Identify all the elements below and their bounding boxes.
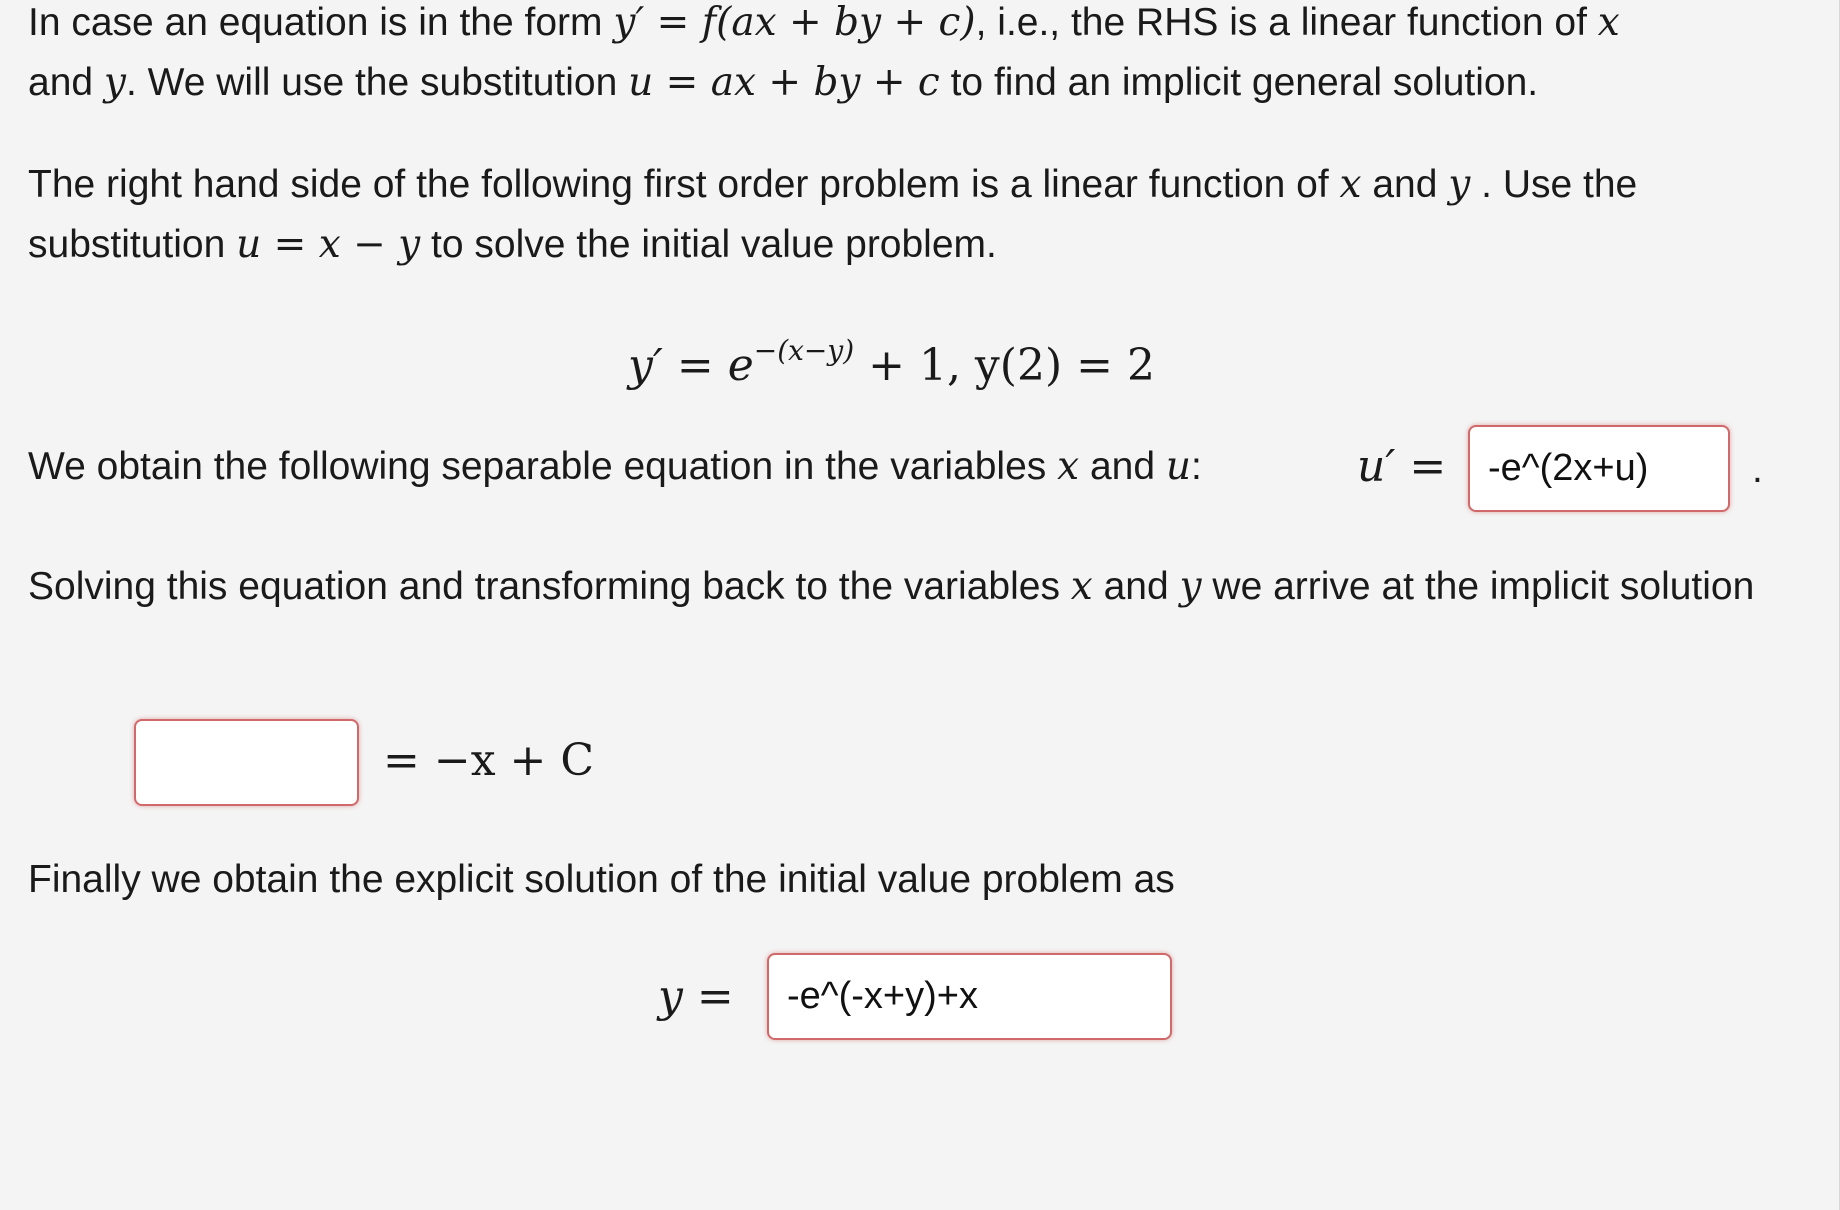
separable-var-x: x xyxy=(1057,444,1080,489)
implicit-text: and xyxy=(1092,565,1180,608)
separable-prompt xyxy=(28,437,1328,497)
separable-var-u: u xyxy=(1165,444,1191,489)
explicit-lhs: y = xyxy=(658,971,734,1022)
separable-answer-input[interactable]: -e^(2x+u) xyxy=(1468,425,1730,512)
ivp-equation-exponent: −(x−y) xyxy=(753,334,855,367)
ivp-equation xyxy=(628,321,1155,396)
explicit-prompt: Finally we obtain the explicit solution of the initial value problem as xyxy=(28,858,1175,901)
intro-text: to find an implicit general solution. xyxy=(939,61,1539,104)
implicit-var-x: x xyxy=(1070,564,1093,609)
problem-substitution-math: u = x − y xyxy=(236,222,421,267)
implicit-var-y: y xyxy=(1179,564,1202,609)
implicit-text: we arrive at the implicit solution xyxy=(1201,565,1755,608)
intro-text: . We will use the substitution xyxy=(125,61,629,104)
problem-text: to solve the initial value problem. xyxy=(420,223,997,266)
problem-var-x: x xyxy=(1339,162,1362,207)
implicit-paragraph xyxy=(28,557,1818,617)
implicit-rhs: = −x + C xyxy=(383,735,595,786)
problem-text: and xyxy=(1361,163,1449,206)
intro-var-x: x xyxy=(1597,0,1620,45)
intro-text: and xyxy=(28,61,104,104)
separable-trailing-dot: . xyxy=(1752,448,1763,491)
intro-math-form: y′ = f(ax + by + c) xyxy=(613,0,976,45)
problem-text: The right hand side of the following first order problem is a linear function of xyxy=(28,163,1340,206)
separable-text: and xyxy=(1079,445,1166,488)
ivp-equation-lhs: y′ = e xyxy=(628,340,754,391)
separable-text: We obtain the following separable equation in the variables xyxy=(28,445,1058,488)
intro-math-substitution: u = ax + by + c xyxy=(628,60,940,105)
problem-var-y: y xyxy=(1448,162,1471,207)
intro-text: In case an equation is in the form xyxy=(28,1,614,44)
implicit-answer-input[interactable] xyxy=(134,719,359,806)
problem-paragraph xyxy=(28,155,1818,275)
separable-colon: : xyxy=(1191,445,1202,488)
problem-text: . Use the substitution xyxy=(28,163,1649,266)
ivp-equation-rhs: + 1, y(2) = 2 xyxy=(854,340,1155,391)
intro-var-y: y xyxy=(103,60,126,105)
implicit-text: Solving this equation and transforming back to the variables xyxy=(28,565,1071,608)
intro-text: , i.e., the RHS is a linear function of xyxy=(975,1,1598,44)
intro-paragraph xyxy=(28,0,1818,113)
separable-lhs: u′ = xyxy=(1357,441,1447,492)
explicit-answer-input[interactable]: -e^(-x+y)+x xyxy=(767,953,1172,1040)
